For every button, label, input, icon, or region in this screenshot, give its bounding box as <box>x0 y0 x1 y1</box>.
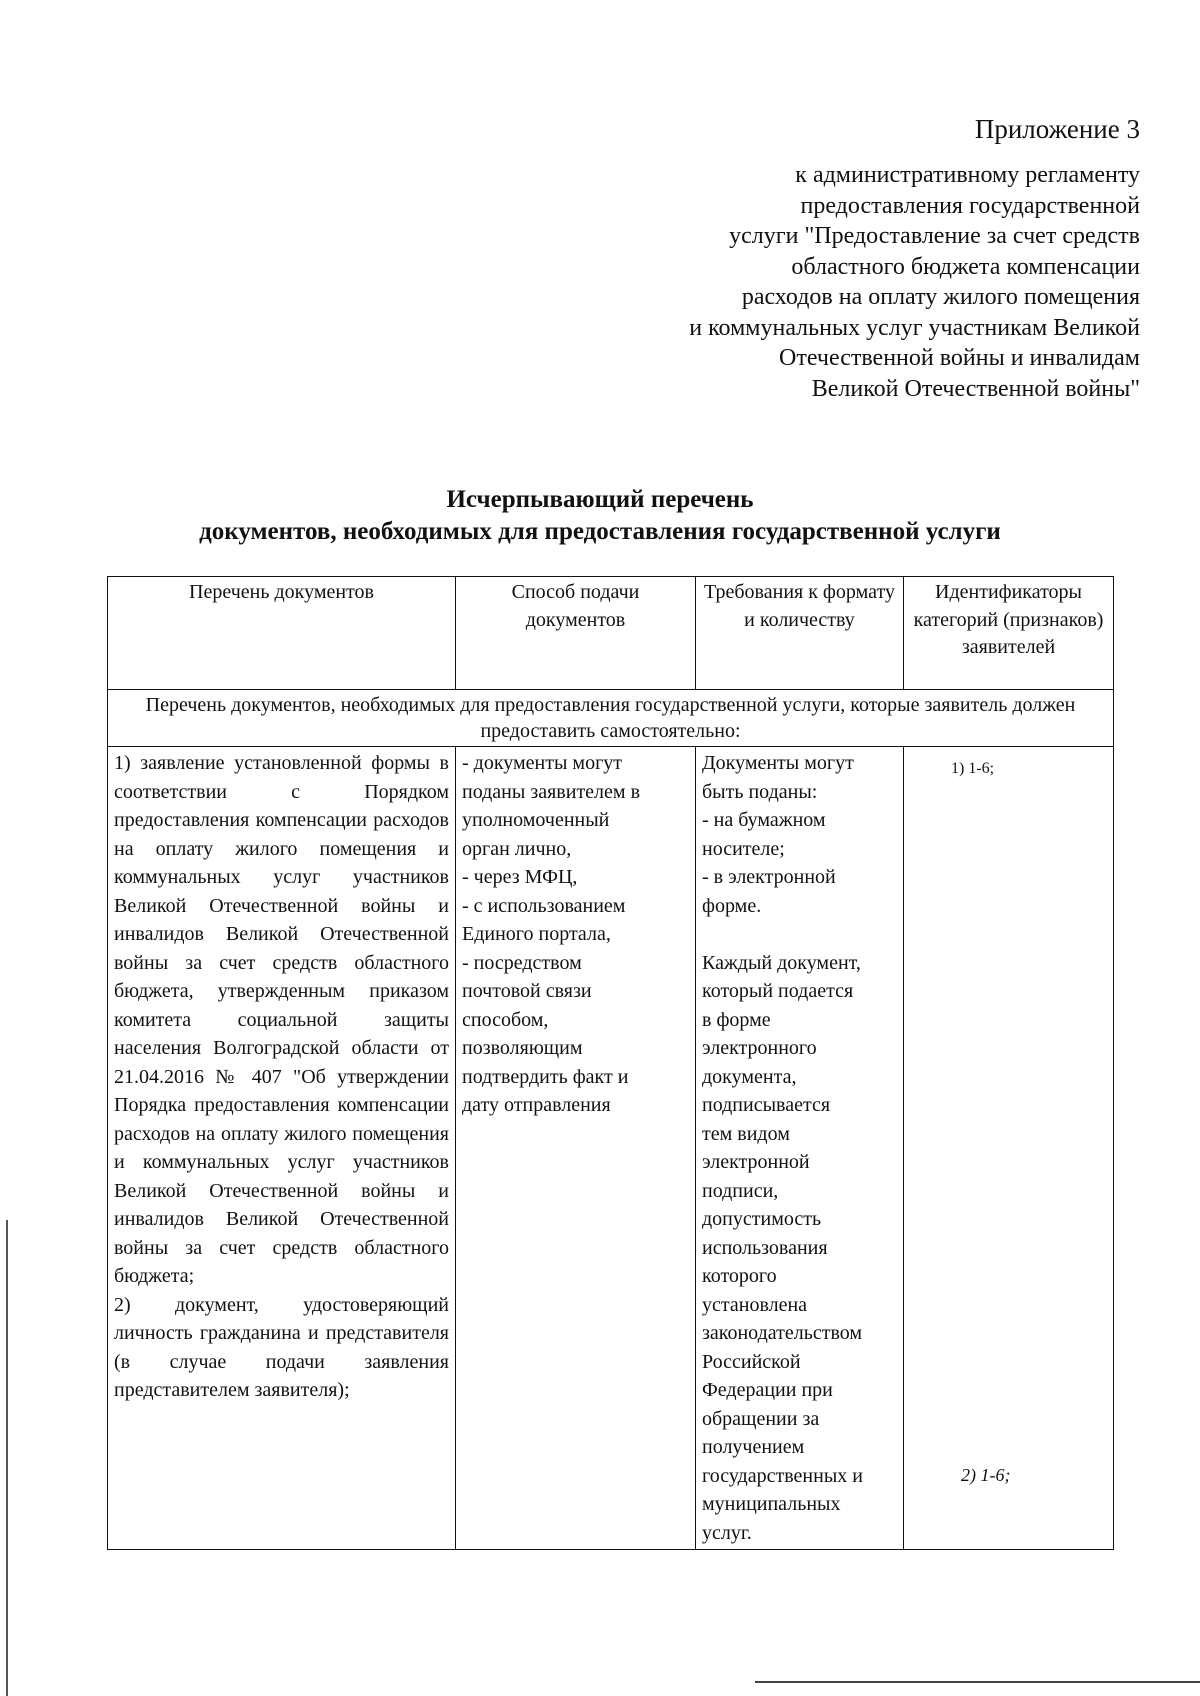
method-line: способом, <box>462 1008 549 1031</box>
format-line: получением <box>702 1436 805 1458</box>
method-line: поданы заявителем в <box>462 780 641 803</box>
column-header-documents: Перечень документов <box>108 577 456 690</box>
format-line: Документы могут <box>702 752 854 774</box>
document-item-2: 2) документ, удостоверяющий личность гражданина и представителя (в случае подачи заявления представителем заявителя); <box>114 1293 449 1401</box>
format-line: использования <box>702 1236 828 1259</box>
table-row <box>108 747 1114 1550</box>
identifier-2: 2) 1-6; <box>961 1465 1011 1485</box>
format-line: муниципальных <box>702 1493 841 1515</box>
method-line: - посредством <box>462 951 582 974</box>
subtitle-line: предоставления государственной <box>800 192 1140 219</box>
format-line: которого <box>702 1265 777 1287</box>
method-line: - с использованием <box>462 894 626 917</box>
format-line: услуг. <box>702 1521 752 1544</box>
format-line: электронного <box>702 1037 817 1059</box>
section-title: Перечень документов, необходимых для предоставления государственной услуги, которые заявитель должен предоставить самостоятельно: <box>108 690 1114 747</box>
identifier-1: 1) 1-6; <box>951 760 995 777</box>
method-line: орган лично, <box>462 837 572 860</box>
format-line: Каждый документ, <box>702 951 861 974</box>
format-line: быть поданы: <box>702 780 818 803</box>
document-heading <box>0 484 1200 548</box>
scan-edge-line-bottom <box>755 1681 1200 1683</box>
format-line: Федерации при <box>702 1379 833 1401</box>
format-line: носителе; <box>702 837 785 860</box>
documents-table <box>107 576 1114 1550</box>
format-line: - на бумажном <box>702 809 826 831</box>
heading-line-1: Исчерпывающий перечень <box>446 486 754 513</box>
format-line: подписывается <box>702 1094 831 1116</box>
heading-line-2: документов, необходимых для предоставления государственной услуги <box>199 518 1001 545</box>
appendix-title: Приложение 3 <box>974 114 1140 144</box>
documents-cell <box>108 747 456 1550</box>
format-line: обращении за <box>702 1407 820 1430</box>
subtitle-line: областного бюджета компенсации <box>791 253 1140 280</box>
subtitle-line: Отечественной войны и инвалидам <box>779 345 1140 371</box>
method-line: почтовой связи <box>462 980 592 1002</box>
format-cell <box>696 747 904 1550</box>
format-line: допустимость <box>702 1208 822 1230</box>
format-line: подписи, <box>702 1179 779 1202</box>
format-line: в форме <box>702 1008 771 1031</box>
method-line: подтвердить факт и <box>462 1065 629 1088</box>
subtitle-line: и коммунальных услуг участникам Великой <box>689 314 1140 341</box>
format-line: тем видом <box>702 1122 790 1145</box>
method-cell <box>456 747 696 1550</box>
method-line: дату отправления <box>462 1094 611 1116</box>
document-item-1: 1) заявление установленной формы в соответствии с Порядком предоставления компенсации расходов на оплату жилого помещения и коммунальных услуг участников Великой Отечественной войны и инвалидов Великой Отечественной войны за счет средств областного бюджета, утвержденным приказом комитета социальной защиты населения Волгоградской области от 21.04.2016 № 407 "Об утверждении Порядка предоставления компенсации расходов на оплату жилого помещения и коммунальных услуг участников Великой Отечественной войны и инвалидов Великой Отечественной войны за счет средств областного бюджета; <box>114 752 449 1287</box>
subtitle-line: Великой Отечественной войны" <box>811 375 1140 402</box>
method-line: уполномоченный <box>462 809 610 831</box>
format-line: документа, <box>702 1065 797 1088</box>
appendix-subtitle <box>440 160 1140 404</box>
table-section-row <box>108 690 1114 747</box>
method-line: - документы могут <box>462 752 623 774</box>
format-line: - в электронной <box>702 866 836 888</box>
paragraph-gap <box>702 920 897 949</box>
scan-edge-line <box>6 1220 8 1696</box>
format-line: законодательством <box>702 1322 863 1344</box>
format-line: Российской <box>702 1350 801 1373</box>
format-line: государственных и <box>702 1464 863 1487</box>
format-line: установлена <box>702 1293 808 1316</box>
method-line: Единого портала, <box>462 923 611 945</box>
method-line: позволяющим <box>462 1037 583 1059</box>
column-header-format: Требования к формату и количеству <box>696 577 904 690</box>
subtitle-line: услуги "Предоставление за счет средств <box>729 223 1140 249</box>
format-line: форме. <box>702 894 762 917</box>
identifiers-cell <box>904 747 1114 1550</box>
table-header-row <box>108 577 1114 690</box>
subtitle-line: к административному регламенту <box>795 162 1140 188</box>
format-line: который подается <box>702 980 854 1002</box>
format-line: электронной <box>702 1151 810 1173</box>
column-header-method: Способ подачи документов <box>456 577 696 690</box>
column-header-identifiers: Идентификаторы категорий (признаков) заявителей <box>904 577 1114 690</box>
method-line: - через МФЦ, <box>462 866 578 888</box>
subtitle-line: расходов на оплату жилого помещения <box>741 284 1140 310</box>
